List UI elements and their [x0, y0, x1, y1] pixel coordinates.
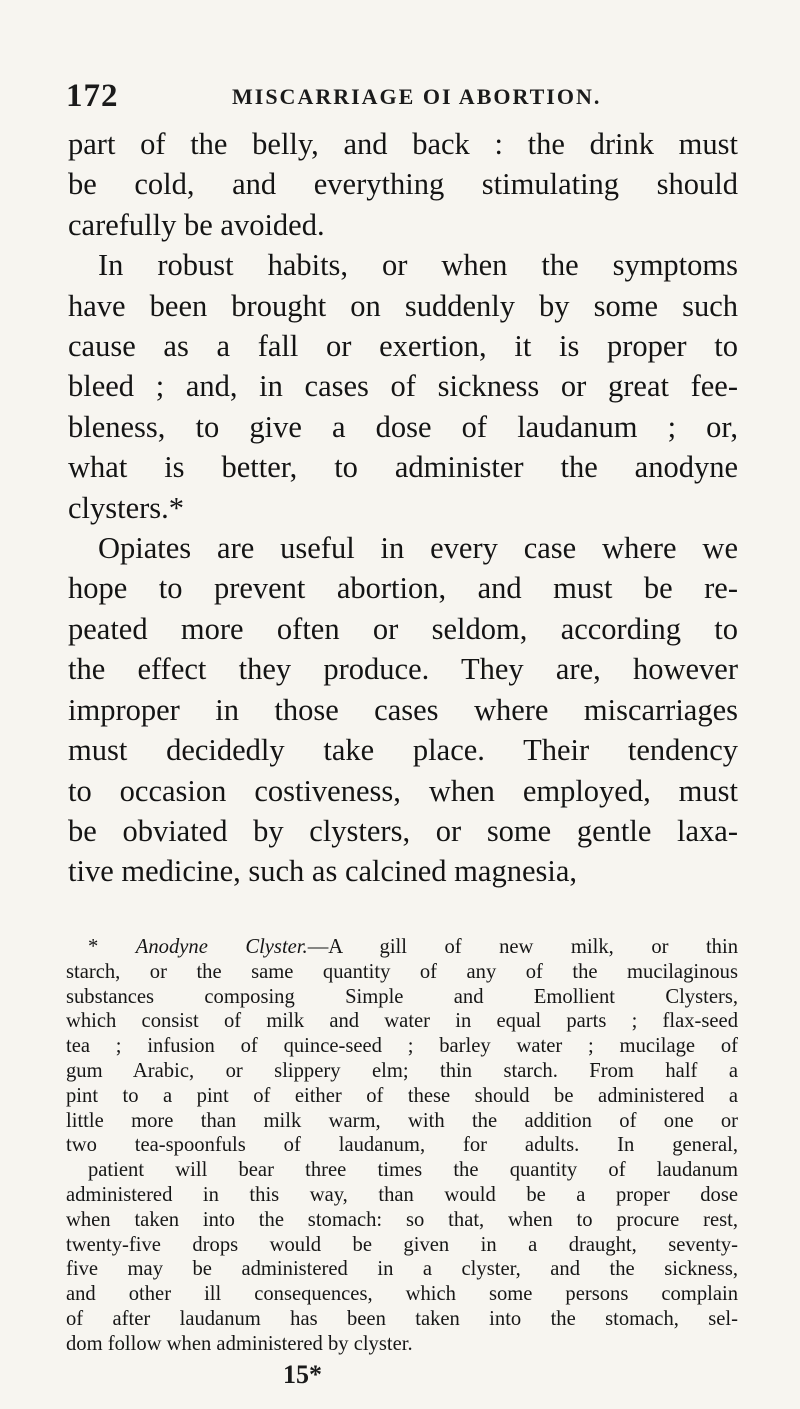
- text-line: improper in those cases where miscarriages: [68, 692, 738, 727]
- footnote-line: and other ill consequences, which some persons complain: [66, 1283, 738, 1306]
- footnote-line: administered in this way, than would be a proper dose: [66, 1183, 738, 1206]
- running-title: MISCARRIAGE OI ABORTION.: [232, 84, 602, 109]
- main-text: [68, 124, 738, 892]
- text-line: carefully be avoided.: [68, 207, 325, 242]
- footnote-line: gum Arabic, or slippery elm; thin starch. From half a: [66, 1059, 738, 1082]
- text-line: what is better, to administer the anodyne: [68, 450, 738, 485]
- signature-mark: 15*: [283, 1360, 322, 1389]
- footnote-text: —A gill of new milk, or thin: [307, 936, 738, 958]
- text-line: clysters.*: [68, 490, 185, 525]
- footnote-line: when taken into the stomach: so that, when to procure rest,: [66, 1208, 738, 1231]
- footnote-line: twenty-five drops would be given in a draught, seventy-: [66, 1233, 738, 1256]
- text-line: peated more often or seldom, according to: [68, 611, 738, 646]
- page-number: 172: [66, 78, 119, 114]
- text-line: In robust habits, or when the symptoms: [98, 248, 738, 283]
- footnote-line: starch, or the same quantity of any of the mucilaginous: [66, 960, 738, 983]
- text-line: bleness, to give a dose of laudanum ; or,: [68, 409, 738, 444]
- text-line: bleed ; and, in cases of sickness or great fee-: [68, 369, 738, 404]
- footnote-line: [66, 935, 738, 960]
- footnote-line: little more than milk warm, with the addition of one or: [66, 1109, 738, 1132]
- text-line: be obviated by clysters, or some gentle laxa-: [68, 813, 738, 848]
- footnote-line: pint to a pint of either of these should be administered a: [66, 1084, 738, 1107]
- text-line: tive medicine, such as calcined magnesia,: [68, 854, 577, 889]
- text-line: have been brought on suddenly by some such: [68, 288, 738, 323]
- footnote-line: tea ; infusion of quince-seed ; barley water ; mucilage of: [66, 1035, 738, 1058]
- text-line: must decidedly take place. Their tendency: [68, 733, 738, 768]
- footnote: [66, 935, 738, 1357]
- footnote-line: substances composing Simple and Emollient Clysters,: [66, 985, 738, 1008]
- footnote-line: of after laudanum has been taken into the stomach, sel-: [66, 1307, 738, 1330]
- footnote-line: patient will bear three times the quantity of laudanum: [88, 1159, 738, 1182]
- footnote-line: dom follow when administered by clyster.: [66, 1332, 413, 1355]
- footnote-title: Anodyne Clyster.: [135, 936, 308, 958]
- text-line: part of the belly, and back : the drink must: [68, 127, 738, 161]
- footnote-line: which consist of milk and water in equal parts ; flax-seed: [66, 1010, 738, 1033]
- text-line: Opiates are useful in every case where we: [98, 531, 738, 566]
- footnote-marker: *: [88, 936, 136, 958]
- text-line: hope to prevent abortion, and must be re-: [68, 571, 738, 606]
- text-line: to occasion costiveness, when employed, must: [68, 773, 738, 808]
- running-head: [66, 78, 736, 118]
- text-line: be cold, and everything stimulating should: [68, 167, 738, 202]
- footnote-line: five may be administered in a clyster, and the sickness,: [66, 1258, 738, 1281]
- text-line: the effect they produce. They are, however: [68, 652, 738, 687]
- footnote-line: two tea-spoonfuls of laudanum, for adults. In general,: [66, 1134, 738, 1157]
- text-line: cause as a fall or exertion, it is proper to: [68, 329, 738, 364]
